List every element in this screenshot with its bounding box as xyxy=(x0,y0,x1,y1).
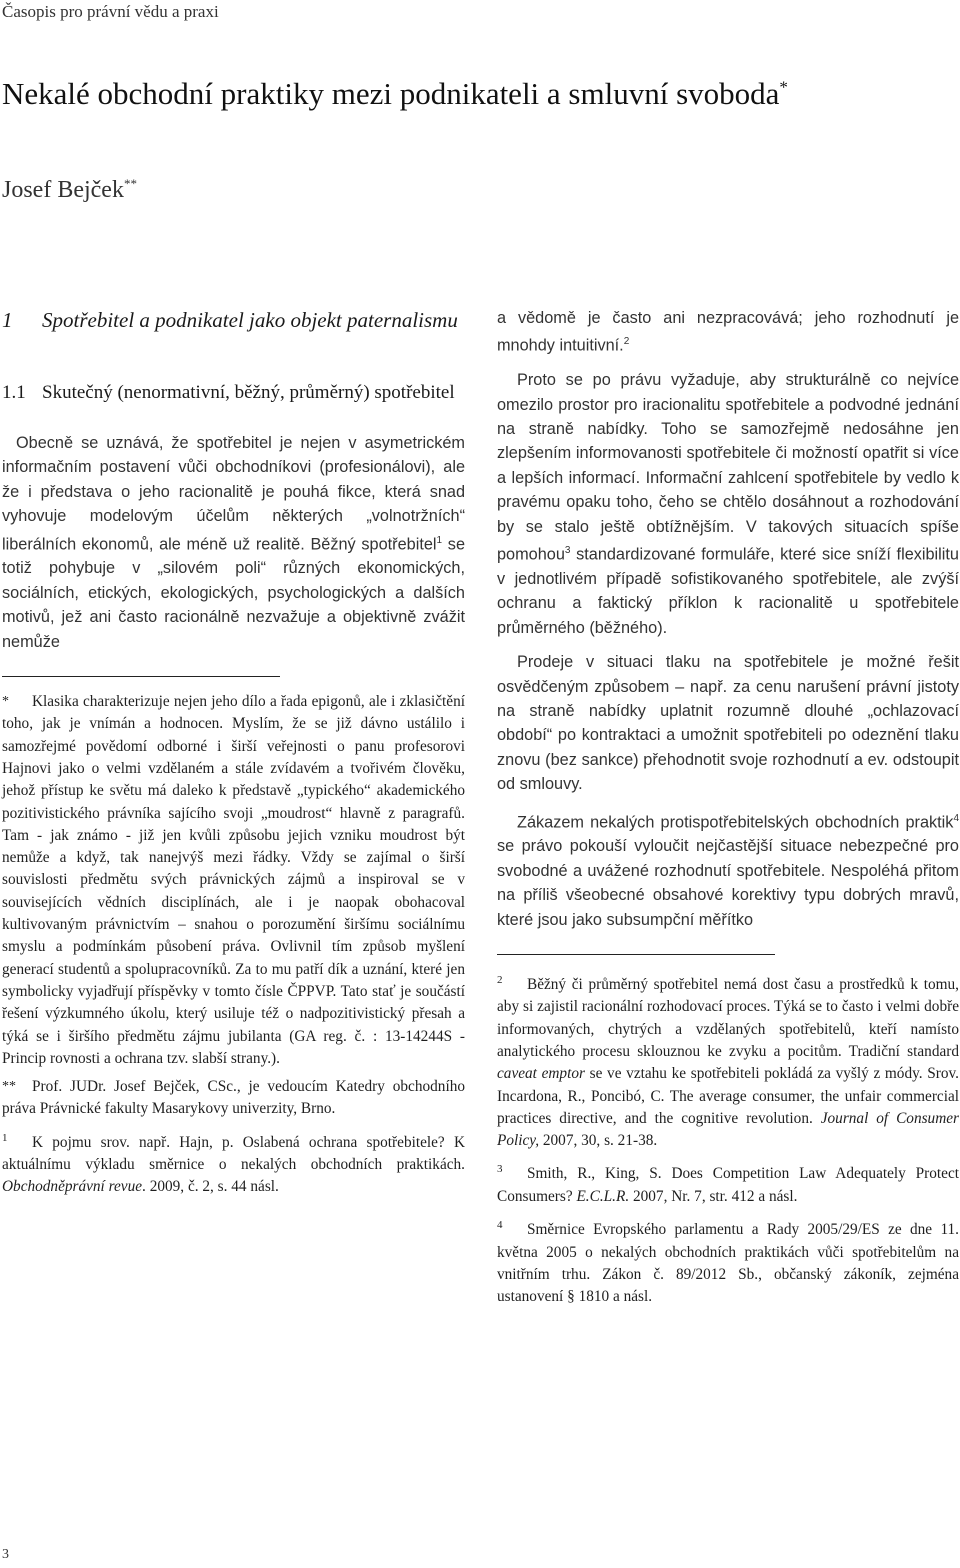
footnote-double-star-mark: ** xyxy=(2,1079,16,1095)
section-1-number: 1 xyxy=(2,308,13,332)
right-footnotes xyxy=(497,969,959,1308)
footnote-star-mark: * xyxy=(2,694,9,710)
footnote-double-star xyxy=(2,1076,465,1121)
footnote-2-text-b: se ve vztahu ke spotřebiteli pokládá za vyšlý z módy. Srov. Incardona, R., Poncibó, C. The average consumer, the unfair commercial practices directive, and the cognitive revolution. xyxy=(497,1065,959,1127)
section-1-1-title: Skutečný (nenormativní, běžný, průměrný) spotřebitel xyxy=(42,382,455,403)
author-name xyxy=(2,176,137,204)
left-body-text xyxy=(2,431,465,654)
footnote-1-mark: 1 xyxy=(2,1131,8,1144)
left-paragraph-1-part-b: se totiž pohybuje v „silovém poli“ různých ekonomických, sociálních, etických, ekologických, psychologických a dalších motivů, jež ani často racionálně nezvažuje a objektivně zvážit nemůže xyxy=(2,535,465,651)
right-paragraph-2 xyxy=(497,368,959,640)
footnote-star-text: Klasika charakterizuje nejen jeho dílo a řada epigonů, ale i zklasičtění toho, jak je vnímán a hodnocen. Myslím, že se již dávno ustálilo i samozřejmé povědomí odborné i širší veřejnosti o panu profesorovi Hajnovi jako o velmi vzdělaném a stále zvídavém a tvořivém člověku, jehož přístup ke světu má daleko k představě „typického“ akademického pozitivistického právníka sajícího svoji „moudrost“ hlavně z paragrafů. Tam - jak známo - již jen kvůli způsobu jejich vzniku moudrost být nemůže a když, tak nanejvýš mezi řádky. Vždy se zajímal o širší souvislosti předmětu svých právnických zájmů a inspiroval se v souvisejících vědních disciplínách, ale i je naopak obohacoval kultivovaným právnictvím – snahou o porozumění širšímu sociálnímu smyslu a podmínkám působení práva. Ovlivnil tím způsob myšlení generací studentů a spolupracovníků. Za to mu patří dík a uznání, které jen symbolicky vyjadřují příspěvky v tomto čísle ČPPVP. Tato stať je součástí řešení výzkumného úkolu, který usiluje též o nadpozitivistický přesah a týká se i širšího předmětu zájmu jubilanta (GA reg. č. : 13-14244S - Princip rovnosti a ochrana tzv. slabší strany.). xyxy=(2,693,465,1067)
footnote-3-text-b: 2007, Nr. 7, str. 412 a násl. xyxy=(629,1187,798,1205)
left-paragraph-1 xyxy=(2,431,465,654)
article-title xyxy=(2,76,788,112)
section-1-1-number: 1.1 xyxy=(2,382,26,403)
footnote-ref-1[interactable]: 1 xyxy=(436,534,443,546)
footnote-ref-2[interactable]: 2 xyxy=(623,336,630,348)
footnote-divider-left xyxy=(2,676,280,677)
footnote-3-mark: 3 xyxy=(497,1163,503,1176)
article-title-text: Nekalé obchodní praktiky mezi podnikateli a smluvní svoboda xyxy=(2,76,780,111)
section-1-title: Spotřebitel a podnikatel jako objekt paternalismu xyxy=(42,308,458,332)
footnote-ref-4[interactable]: 4 xyxy=(953,812,959,824)
footnote-3-journal: E.C.L.R. xyxy=(576,1187,630,1205)
footnote-2-text-c: 2007, 30, s. 21-38. xyxy=(539,1132,658,1150)
footnote-2-latin-term: caveat emptor xyxy=(497,1065,585,1083)
footnote-1-journal: Obchodněprávní revue xyxy=(2,1178,143,1196)
section-1-1-heading xyxy=(2,380,465,406)
footnote-1-text-b: . 2009, č. 2, s. 44 násl. xyxy=(142,1178,279,1196)
footnote-4-mark: 4 xyxy=(497,1219,503,1232)
footnote-2-mark: 2 xyxy=(497,974,503,987)
footnote-2-journal: Journal of Consumer Policy, xyxy=(497,1109,959,1150)
footnote-3 xyxy=(497,1158,959,1208)
right-paragraph-4 xyxy=(497,807,959,932)
footnote-divider-right xyxy=(497,954,775,955)
right-column xyxy=(497,306,959,1314)
author-footnote-mark[interactable]: ** xyxy=(123,176,137,191)
right-body-text xyxy=(497,306,959,932)
right-paragraph-4-part-a: Zákazem nekalých protispotřebitelských obchodních praktik xyxy=(517,812,954,831)
right-paragraph-1 xyxy=(497,306,959,358)
footnote-1 xyxy=(2,1127,465,1199)
footnote-4 xyxy=(497,1214,959,1308)
footnote-ref-3[interactable]: 3 xyxy=(564,545,571,557)
footnote-double-star-text: Prof. JUDr. Josef Bejček, CSc., je vedoucím Katedry obchodního práva Právnické fakulty Masarykovy univerzity, Brno. xyxy=(2,1078,465,1118)
left-footnotes xyxy=(2,691,465,1199)
journal-name: Časopis pro právní vědu a praxi xyxy=(2,2,219,21)
page-number: 3 xyxy=(2,1547,9,1562)
footnote-1-text-a: K pojmu srov. např. Hajn, p. Oslabená ochrana spotřebitele? K aktuálnímu výkladu směrnice o nekalých obchodních praktikách. xyxy=(2,1133,465,1174)
title-footnote-mark[interactable]: * xyxy=(779,77,788,97)
right-paragraph-2-part-b: standardizované formuláře, které sice sníží flexibilitu v jednotlivém případě sofistikovaného spotřebitele, ale zvýší ochranu a faktický příklon k racionalitě u spotřebitele průměrného (běžného). xyxy=(497,545,959,637)
author-name-text: Josef Bejček xyxy=(2,177,124,203)
right-paragraph-4-part-b: se právo pokouší vyloučit nejčastější situace nebezpečné pro svobodné a uvážené rozhodnutí spotřebitele. Nespoléhá přitom na příliš všeobecné obsahové korektivy typu dobrých mravů, které jsou jako subsumpční měřítko xyxy=(497,837,959,929)
footnote-2-text-a: Běžný či průměrný spotřebitel nemá dost času a prostředků k tomu, aby si zajistil racionální rozhodovací proces. Týká se to často i velmi dobře informovaných, chytrých a vzdělaných spotřebitelů, kteří namísto analytického procesu sklouznou ke zvyku a pocitům. Tradiční standard xyxy=(497,976,959,1060)
right-paragraph-2-part-a: Proto se po právu vyžaduje, aby strukturálně co nejvíce omezilo prostor pro iracionalitu spotřebitele a podvodné jednání na straně nabídky. Toho se samozřejmě nedosáhne jen zlepšením informovanosti spotřebitele či možností opatřit si více a lepších informací. Informační zahlcení spotřebitele by vedlo k pravému opaku toho, čeho se chtělo dosáhnout a rozhodování by se stalo ještě obtížnějším. V takových situacích spíše pomohou xyxy=(497,371,959,564)
left-paragraph-1-part-a: Obecně se uznává, že spotřebitel je nejen v asymetrickém informačním postavení vůči obchodníkovi (profesionálovi), ale že i představa o jeho racionalitě je pouhá fikce, která snad vyhovuje modelovým účelům některých „volnotržních“ liberálních ekonomů, ale méně už realitě. Běžný spotřebitel xyxy=(2,434,465,554)
right-paragraph-3: Prodeje v situaci tlaku na spotřebitele je možné řešit osvědčeným způsobem – např. za cenu narušení právní jistoty na straně nabídky uplatnit rozumně dlouhé „ochlazovací období“ po kontraktaci a umožnit spotřebiteli po odeznění tlaku znovu (bez sankce) přehodnotit svoje rozhodnutí a ev. odstoupit od smlouvy. xyxy=(497,653,959,794)
left-column xyxy=(2,306,465,1205)
right-paragraph-1-text: a vědomě je často ani nezpracovává; jeho rozhodnutí je mnohdy intuitivní. xyxy=(497,309,959,355)
footnote-star xyxy=(2,691,465,1070)
footnote-3-text-a: Smith, R., King, S. Does Competition Law Adequately Protect Consumers? xyxy=(497,1165,959,1205)
footnote-4-text: Směrnice Evropského parlamentu a Rady 2005/29/ES ze dne 11. května 2005 o nekalých obchodních praktikách vůči spotřebitelům na vnitřním trhu. Zákon č. 89/2012 Sb., občanský zákoník, zejména ustanovení § 1810 a násl. xyxy=(497,1221,959,1306)
section-1-heading xyxy=(2,306,465,335)
footnote-2 xyxy=(497,969,959,1152)
